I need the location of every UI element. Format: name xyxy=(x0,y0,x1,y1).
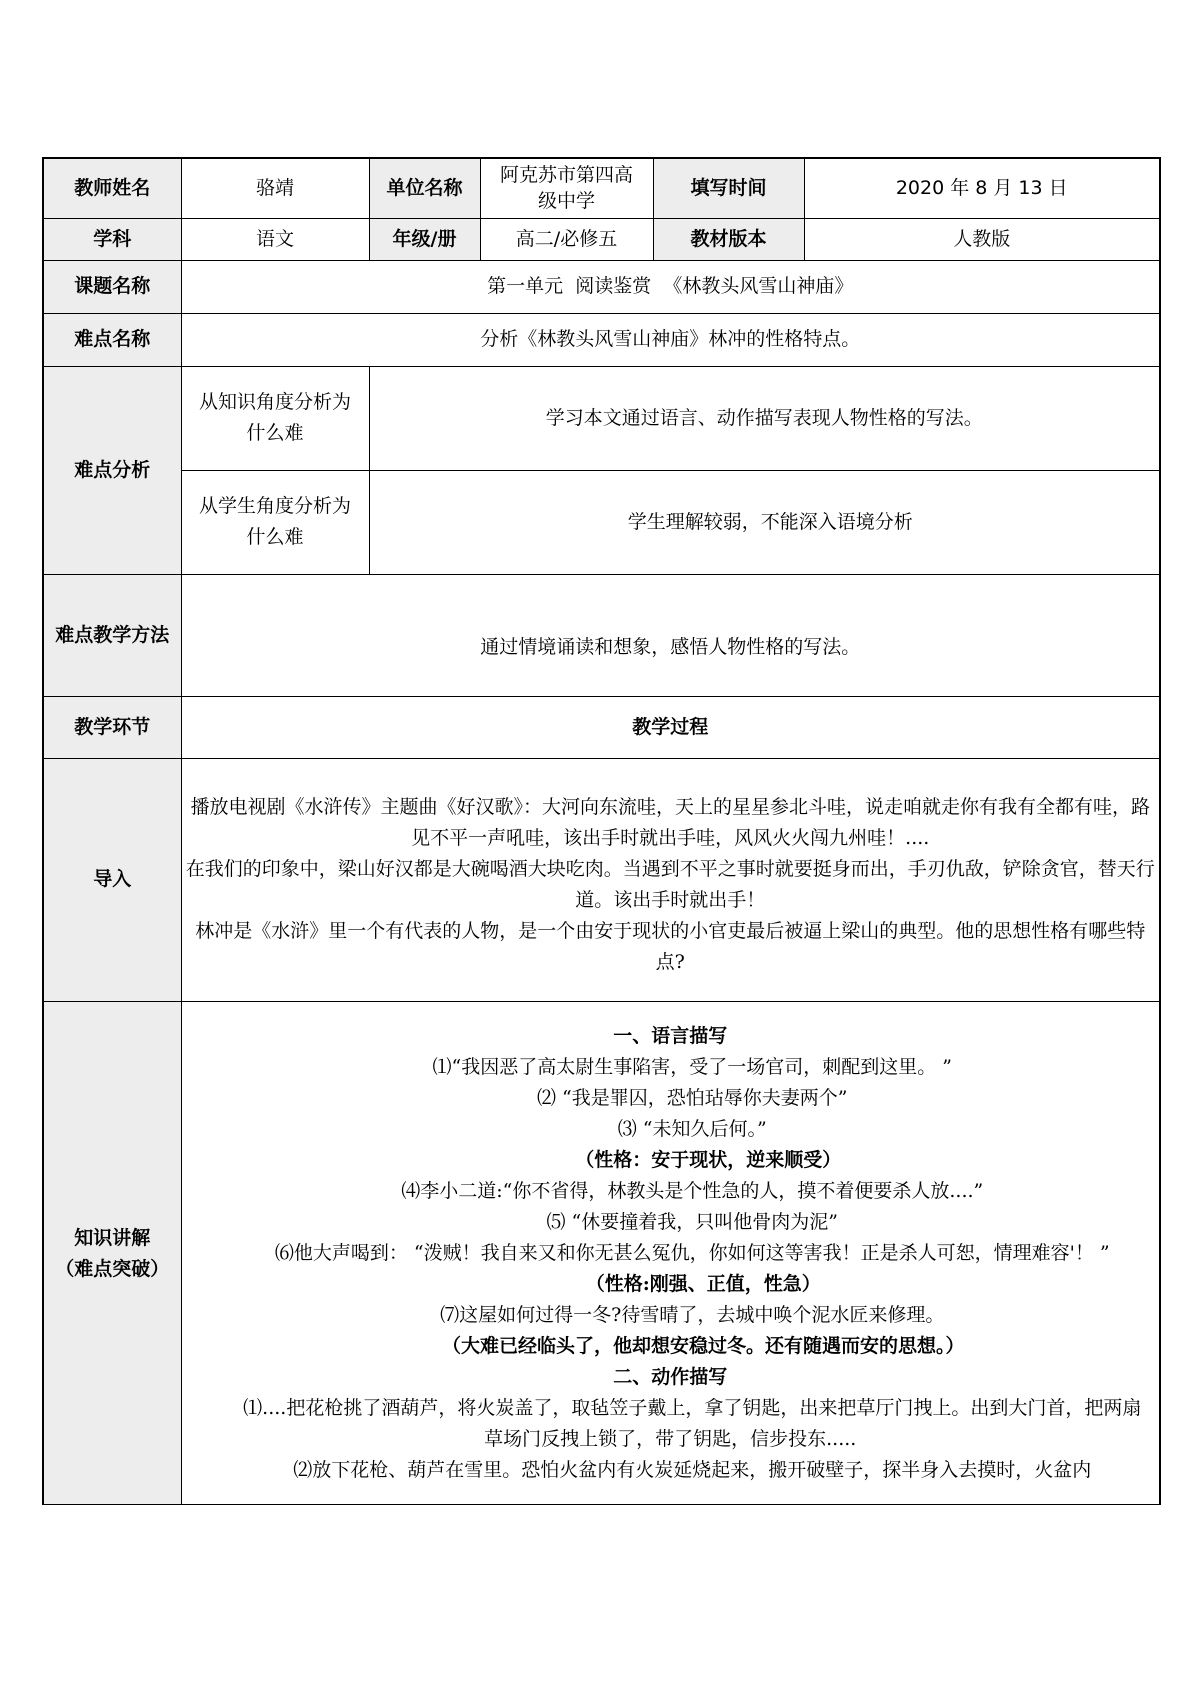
fill-date-value: 2020 年 8 月 13 日 xyxy=(804,158,1160,218)
quote-item: ⑺这屋如何过得一冬?待雪晴了，去城中唤个泥水匠来修理。 xyxy=(440,1304,945,1326)
process-label: 教学过程 xyxy=(181,696,1160,758)
intro-row xyxy=(43,758,1160,1001)
intro-label: 导入 xyxy=(43,758,181,1001)
student-analysis-row xyxy=(43,470,1160,574)
intro-paragraph: 林冲是《水浒》里一个有代表的人物，是一个由安于现状的小官吏最后被逼上梁山的典型。他的思想性格有哪些特点? xyxy=(195,919,1146,973)
quote-item: ⑶ “未知久后何。” xyxy=(617,1118,767,1140)
knowledge-label-line1: 知识讲解 xyxy=(74,1226,151,1249)
stage-label: 教学环节 xyxy=(43,696,181,758)
student-angle-label: 从学生角度分析为什么难 xyxy=(181,470,369,574)
knowledge-angle-label: 从知识角度分析为什么难 xyxy=(181,366,369,470)
teacher-name-value: 骆靖 xyxy=(181,158,369,218)
intro-paragraph: 播放电视剧《水浒传》主题曲《好汉歌》：大河向东流哇，天上的星星参北斗哇，说走咱就走你有我有全都有哇，路见不平一声吼哇，该出手时就出手哇，风风火火闯九州哇！.... xyxy=(190,795,1150,849)
intro-content xyxy=(181,758,1160,1001)
quote-item: ⑷李小二道:“你不省得，林教头是个性急的人，摸不着便要杀人放....” xyxy=(401,1180,984,1202)
section-heading-action: 二、动作描写 xyxy=(613,1366,728,1388)
method-label: 难点教学方法 xyxy=(43,574,181,696)
knowledge-angle-value: 学习本文通过语言、动作描写表现人物性格的写法。 xyxy=(369,366,1160,470)
process-header-row xyxy=(43,696,1160,758)
difficulty-row xyxy=(43,313,1160,366)
subject-label: 学科 xyxy=(43,218,181,260)
edition-value: 人教版 xyxy=(804,218,1160,260)
grade-label: 年级/册 xyxy=(369,218,480,260)
topic-value: 第一单元 阅读鉴赏 《林教头风雪山神庙》 xyxy=(181,260,1160,313)
character-conclusion: （大难已经临头了，他却想安稳过冬。还有随遇而安的思想。） xyxy=(441,1335,965,1357)
knowledge-label-line2: （难点突破） xyxy=(55,1257,170,1280)
character-conclusion: （性格:刚强、正值，性急） xyxy=(585,1273,821,1295)
unit-name-value: 阿克苏市第四高级中学 xyxy=(480,158,653,218)
header-row-2 xyxy=(43,218,1160,260)
topic-label: 课题名称 xyxy=(43,260,181,313)
knowledge-content xyxy=(181,1001,1160,1504)
difficulty-label: 难点名称 xyxy=(43,313,181,366)
fill-date-label: 填写时间 xyxy=(653,158,804,218)
subject-value: 语文 xyxy=(181,218,369,260)
method-value: 通过情境诵读和想象，感悟人物性格的写法。 xyxy=(181,574,1160,696)
lesson-plan-table xyxy=(42,157,1161,1505)
header-row-1 xyxy=(43,158,1160,218)
teacher-name-label: 教师姓名 xyxy=(43,158,181,218)
section-heading-language: 一、语言描写 xyxy=(613,1025,728,1047)
knowledge-row xyxy=(43,1001,1160,1504)
knowledge-label xyxy=(43,1001,181,1504)
quote-item: ⑴“我因恶了高太尉生事陷害，受了一场官司，刺配到这里。 ” xyxy=(432,1056,952,1078)
intro-paragraph: 在我们的印象中，梁山好汉都是大碗喝酒大块吃肉。当遇到不平之事时就要挺身而出，手刃仇敌，铲除贪官，替天行道。该出手时就出手！ xyxy=(185,857,1155,911)
unit-name-label: 单位名称 xyxy=(369,158,480,218)
action-item: ⑴....把花枪挑了酒葫芦，将火炭盖了，取毡笠子戴上，拿了钥匙，出来把草厅门拽上。出到大门首，把两扇草场门反拽上锁了，带了钥匙，信步投东..... xyxy=(243,1397,1142,1450)
knowledge-analysis-row xyxy=(43,366,1160,470)
topic-row xyxy=(43,260,1160,313)
analysis-label: 难点分析 xyxy=(43,366,181,574)
quote-item: ⑹他大声喝到： “泼贼！我自来又和你无甚么冤仇，你如何这等害我！正是杀人可恕，情理难容'！ ” xyxy=(274,1242,1110,1264)
character-conclusion: （性格：安于现状，逆来顺受） xyxy=(575,1149,842,1171)
quote-item: ⑵ “我是罪囚，恐怕玷辱你夫妻两个” xyxy=(537,1087,848,1109)
difficulty-value: 分析《林教头风雪山神庙》林冲的性格特点。 xyxy=(181,313,1160,366)
student-angle-value: 学生理解较弱，不能深入语境分析 xyxy=(369,470,1160,574)
grade-value: 高二/必修五 xyxy=(480,218,653,260)
action-item: ⑵放下花枪、葫芦在雪里。恐怕火盆内有火炭延烧起来，搬开破壁子，探半身入去摸时，火盆内 xyxy=(293,1459,1092,1481)
edition-label: 教材版本 xyxy=(653,218,804,260)
method-row xyxy=(43,574,1160,696)
quote-item: ⑸ “休要撞着我，只叫他骨肉为泥” xyxy=(546,1211,838,1233)
